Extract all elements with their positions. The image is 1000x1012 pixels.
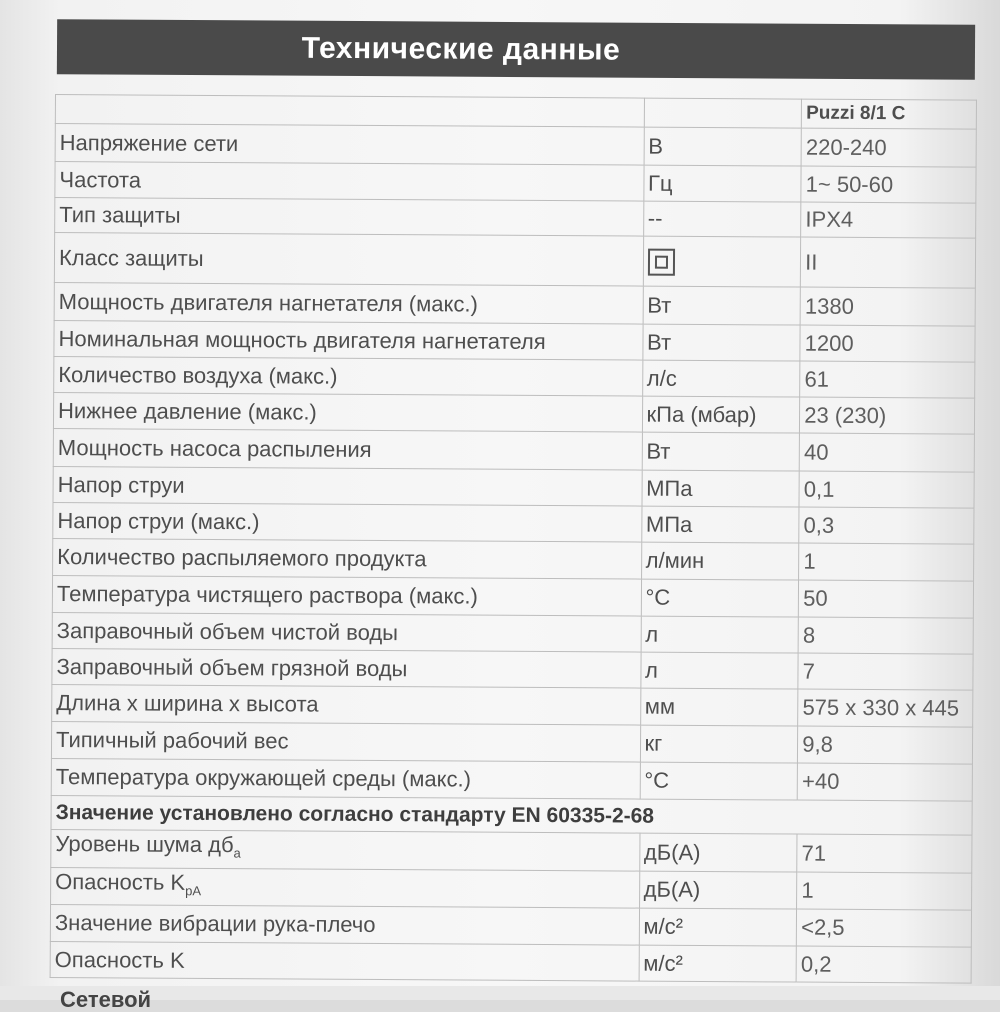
table-row xyxy=(54,233,975,289)
unit-cell: Вт xyxy=(643,286,801,325)
table-row xyxy=(52,612,973,654)
value-cell: 23 (230) xyxy=(800,397,975,434)
unit-cell: МПа xyxy=(641,506,799,543)
param-label xyxy=(50,904,639,945)
unit-cell: Вт xyxy=(642,432,800,471)
value-cell: II xyxy=(801,237,976,288)
value-cell: +40 xyxy=(797,763,972,801)
value-cell: 1200 xyxy=(800,325,975,362)
param-label: Напряжение сети xyxy=(55,124,644,166)
table-row xyxy=(53,502,974,544)
table-row xyxy=(55,124,976,168)
value-cell: <2,5 xyxy=(797,909,972,947)
param-subscript: a xyxy=(233,845,241,861)
param-label: Количество воздуха (макс.) xyxy=(54,356,643,396)
param-text: Уровень шума дб xyxy=(55,831,234,858)
param-label: Мощность двигателя нагнетателя (макс.) xyxy=(54,282,643,324)
param-label: Типичный рабочий вес xyxy=(51,721,640,762)
table-row xyxy=(51,829,972,873)
value-cell: 1 xyxy=(797,872,972,910)
unit-cell xyxy=(643,236,801,287)
table-row xyxy=(53,428,974,472)
param-label: Заправочный объем грязной воды xyxy=(52,648,641,688)
table-row xyxy=(54,320,975,362)
value-cell: 50 xyxy=(799,580,974,618)
table-row xyxy=(54,282,975,326)
unit-cell: Вт xyxy=(642,324,800,361)
table-row xyxy=(54,356,975,398)
param-label: Мощность насоса распыления xyxy=(53,428,642,470)
model-name: Puzzi 8/1 C xyxy=(802,99,977,129)
param-label: Температура окружающей среды (макс.) xyxy=(51,758,640,799)
param-label: Класс защиты xyxy=(54,233,643,287)
value-cell: 9,8 xyxy=(798,726,973,764)
section-heading: Значение установлено согласно стандарту EN 60335-2-68 xyxy=(51,795,972,835)
section-title: Технические данные xyxy=(301,31,621,67)
param-label xyxy=(51,867,640,908)
param-label: Тип защиты xyxy=(55,198,644,237)
param-label: Номинальная мощность двигателя нагнетателя xyxy=(54,320,643,360)
param-label: Длина x ширина x высота xyxy=(52,684,641,725)
table-row xyxy=(55,198,976,239)
value-cell: 1380 xyxy=(800,287,975,326)
spec-table-body xyxy=(50,95,976,984)
double-insulation-icon xyxy=(647,248,674,275)
section-row xyxy=(51,795,972,835)
value-cell: 1 xyxy=(799,543,974,581)
param-label xyxy=(50,941,639,981)
header-empty-cell xyxy=(644,98,802,128)
param-label: Заправочный объем чистой воды xyxy=(52,612,641,652)
param-text: Значение вибрации рука-плечо xyxy=(54,910,376,937)
param-label: Количество распыляемого продукта xyxy=(53,538,642,579)
unit-cell: В xyxy=(644,127,802,166)
value-cell: 0,2 xyxy=(796,946,971,983)
unit-cell: л xyxy=(640,652,798,689)
table-row xyxy=(53,466,974,508)
table-row xyxy=(51,758,972,801)
param-text: Опасность K xyxy=(54,946,185,973)
value-cell: IPX4 xyxy=(801,202,976,238)
value-cell: 220-240 xyxy=(801,128,976,167)
value-cell: 61 xyxy=(800,361,975,398)
cut-off-row-text: Сетевой xyxy=(60,987,152,1012)
value-cell: 7 xyxy=(798,653,973,690)
unit-cell: м/с² xyxy=(639,908,797,946)
unit-cell: Гц xyxy=(643,165,801,202)
table-row xyxy=(53,538,974,581)
value-cell: 8 xyxy=(798,617,973,654)
table-row xyxy=(50,904,971,947)
value-cell: 575 x 330 x 445 xyxy=(798,689,973,727)
unit-cell: л xyxy=(641,616,799,653)
param-label: Температура чистящего раствора (макс.) xyxy=(52,575,641,616)
table-row xyxy=(52,575,973,618)
param-label: Частота xyxy=(55,162,644,202)
param-label: Напор струи (макс.) xyxy=(53,502,642,542)
unit-cell: м/с² xyxy=(639,945,797,982)
unit-cell: л/мин xyxy=(641,542,799,580)
value-cell: 71 xyxy=(797,834,972,873)
table-row xyxy=(55,162,976,204)
unit-cell: л/с xyxy=(642,360,800,397)
table-row xyxy=(53,392,974,434)
param-text: Опасность K xyxy=(55,868,186,895)
unit-cell: кг xyxy=(640,725,798,763)
unit-cell: МПа xyxy=(642,470,800,507)
section-title-bar xyxy=(57,19,975,80)
table-row xyxy=(52,684,973,727)
table-row xyxy=(50,941,971,983)
unit-cell: -- xyxy=(643,201,801,237)
param-label: Нижнее давление (макс.) xyxy=(53,392,642,432)
value-cell: 0,3 xyxy=(799,507,974,544)
unit-cell: мм xyxy=(640,688,798,726)
param-subscript: pA xyxy=(185,882,202,899)
unit-cell: дБ(А) xyxy=(639,833,797,872)
table-row xyxy=(51,721,972,764)
table-row xyxy=(52,648,973,690)
unit-cell: дБ(А) xyxy=(639,871,797,909)
value-cell: 40 xyxy=(799,433,974,472)
unit-cell: °C xyxy=(641,579,799,617)
unit-cell: кПа (мбар) xyxy=(642,396,800,433)
spec-table xyxy=(50,94,977,984)
table-row xyxy=(51,867,972,910)
param-label: Напор струи xyxy=(53,466,642,506)
value-cell: 0,1 xyxy=(799,471,974,508)
header-empty-cell xyxy=(55,95,644,128)
value-cell: 1~ 50-60 xyxy=(801,166,976,203)
param-label xyxy=(51,829,640,871)
unit-cell: °C xyxy=(640,762,798,800)
